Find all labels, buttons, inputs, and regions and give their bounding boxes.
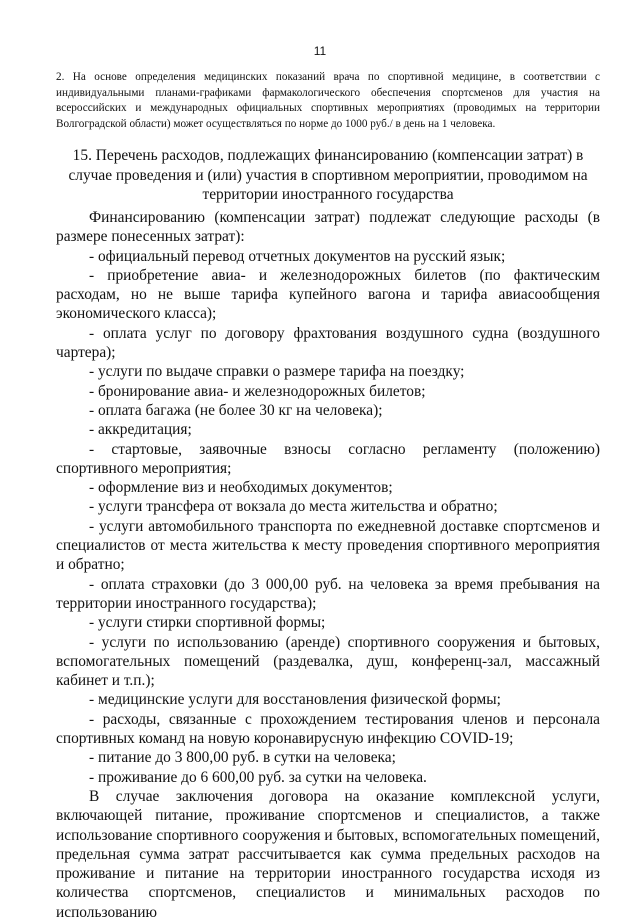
list-item: - расходы, связанные с прохождением тестирования членов и персонала спортивных команд на новую коронавирусную инфекцию COVID-19; xyxy=(56,710,600,748)
list-item: - услуги трансфера от вокзала до места жительства и обратно; xyxy=(89,498,498,516)
list-item: - услуги стирки спортивной формы; xyxy=(89,614,326,632)
list-item: - проживание до 6 600,00 руб. за сутки на человека. xyxy=(89,768,427,786)
closing-paragraph: В случае заключения договора на оказание комплексной услуги, включающей питание, проживание спортсменов и специалистов, а также использование спортивного сооружения и бытовых, вспомогательных помещений, предельная сумма затрат рассчитывается как сумма предельных расходов на проживание и питание на территории иностранного государства исходя из количества спортсменов, специалистов и минимальных расходов по использованию xyxy=(56,787,600,921)
list-item: - медицинские услуги для восстановления физической формы; xyxy=(89,691,501,709)
page-number: 11 xyxy=(313,44,327,58)
section-body xyxy=(56,208,600,922)
list-item: - питание до 3 800,00 руб. в сутки на человека; xyxy=(89,749,396,767)
footnote-paragraph: 2. На основе определения медицинских показаний врача по спортивной медицине, в соответствии с индивидуальными планами-графиками фармакологического обеспечения спортсменов для участия на всероссийских и международных официальных спортивных мероприятиях (проводимых на территории Волгоградской области) может осуществляться по норме до 1000 руб./ в день на 1 человека. xyxy=(56,71,600,130)
list-item: - приобретение авиа- и железнодорожных билетов (по фактическим расходам, но не выше тарифа купейного вагона и тарифа авиасообщения экономического класса); xyxy=(56,266,600,323)
list-item: - стартовые, заявочные взносы согласно регламенту (положению) спортивного мероприятия; xyxy=(56,440,600,477)
list-item: - услуги автомобильного транспорта по ежедневной доставке спортсменов и специалистов от места жительства к месту проведения спортивного мероприятия и обратно; xyxy=(56,517,600,574)
intro-paragraph: Финансированию (компенсации затрат) подлежат следующие расходы (в размере понесенных затрат): xyxy=(56,209,600,246)
list-item: - оформление виз и необходимых документов; xyxy=(89,479,393,497)
list-item: - аккредитация; xyxy=(89,421,192,439)
list-item: - услуги по использованию (аренде) спортивного сооружения и бытовых, вспомогательных помещений (раздевалка, душ, конференц-зал, массажный кабинет и т.п.); xyxy=(56,633,600,690)
list-item: - оплата услуг по договору фрахтования воздушного судна (воздушного чартера); xyxy=(56,324,600,362)
list-item: - услуги по выдаче справки о размере тарифа на поездку; xyxy=(89,363,465,381)
section-heading: 15. Перечень расходов, подлежащих финансированию (компенсации затрат) в случае проведения и (или) участия в спортивном мероприятии, проводимом на территории иностранного государства xyxy=(68,147,588,203)
list-item: - оплата багажа (не более 30 кг на человека); xyxy=(89,401,383,419)
list-item: - официальный перевод отчетных документов на русский язык; xyxy=(89,247,506,265)
list-item: - оплата страховки (до 3 000,00 руб. на человека за время пребывания на территории иностранного государства); xyxy=(56,575,600,612)
list-item: - бронирование авиа- и железнодорожных билетов; xyxy=(89,382,426,400)
